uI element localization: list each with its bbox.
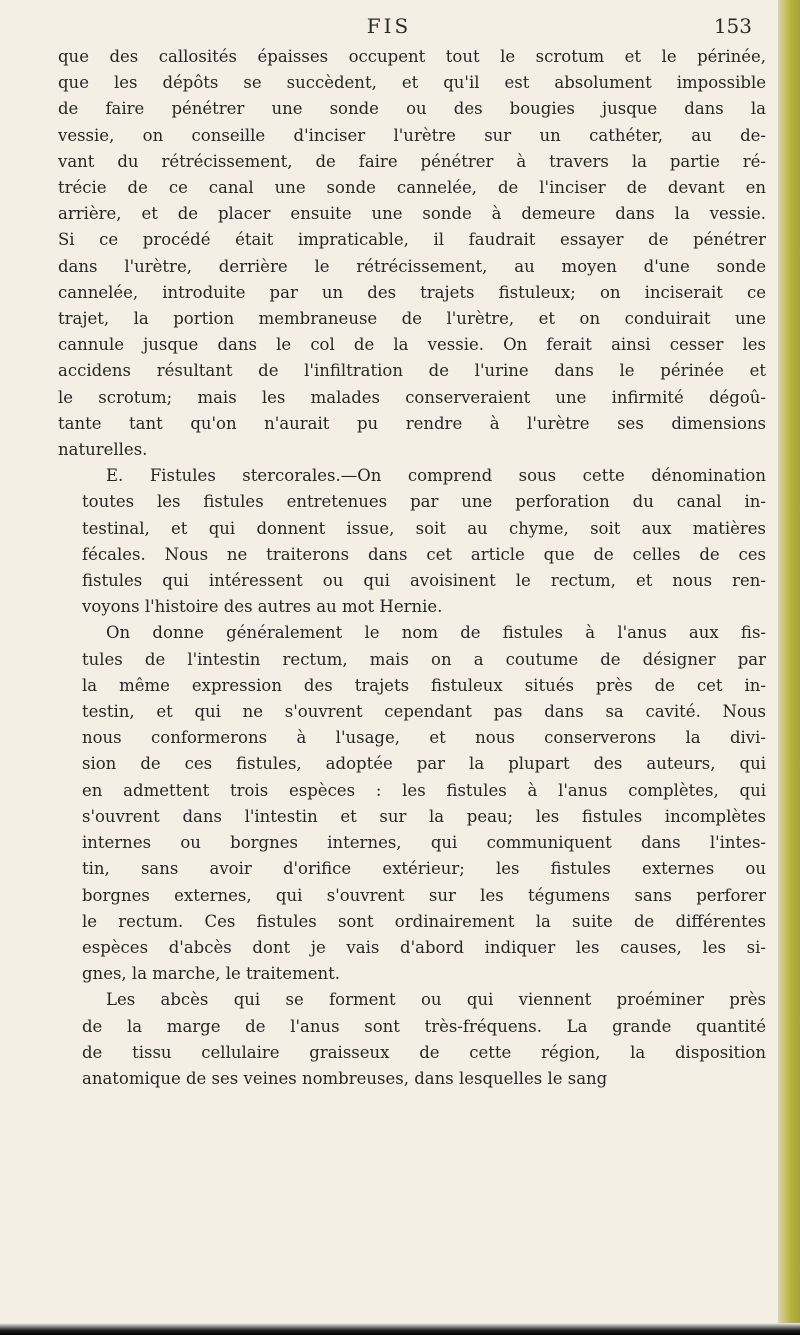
text-line: E. Fistules stercorales.—On comprend sous cette dénomination bbox=[106, 466, 766, 486]
text-line: testinal, et qui donnent issue, soit au chyme, soit aux matières bbox=[82, 518, 766, 538]
text-line: anatomique de ses veines nombreuses, dans lesquelles le sang bbox=[82, 1068, 608, 1088]
text-line: accidens résultant de l'infiltration de l'urine dans le périnée et bbox=[58, 361, 766, 381]
text-line: trajet, la portion membraneuse de l'urètre, et on conduirait une bbox=[58, 309, 766, 329]
paragraph bbox=[58, 620, 766, 987]
text-line: vant du rétrécissement, de faire pénétrer à travers la partie ré- bbox=[58, 151, 766, 171]
text-line: de la marge de l'anus sont très-fréquens. La grande quantité bbox=[82, 1016, 766, 1036]
text-line: voyons l'histoire des autres au mot Hernie. bbox=[82, 597, 443, 617]
text-line: de tissu cellulaire graisseux de cette région, la disposition bbox=[82, 1042, 766, 1062]
paragraph bbox=[58, 987, 766, 1092]
paragraph bbox=[58, 44, 766, 463]
text-line: cannelée, introduite par un des trajets fistuleux; on inciserait ce bbox=[58, 282, 766, 302]
body-text bbox=[58, 44, 766, 1092]
text-line: Si ce procédé était impraticable, il faudrait essayer de pénétrer bbox=[58, 230, 766, 250]
running-head: FIS bbox=[366, 14, 412, 38]
text-line: Les abcès qui se forment ou qui viennent proéminer près bbox=[106, 990, 766, 1010]
text-line: que les dépôts se succèdent, et qu'il est absolument impossible bbox=[58, 73, 766, 93]
text-line: fistules qui intéressent ou qui avoisinent le rectum, et nous ren- bbox=[82, 571, 766, 591]
text-line: cannule jusque dans le col de la vessie. On ferait ainsi cesser les bbox=[58, 335, 766, 355]
text-line: gnes, la marche, le traitement. bbox=[82, 964, 340, 984]
text-line: nous conformerons à l'usage, et nous conserverons la divi- bbox=[82, 728, 766, 748]
text-line: internes ou borgnes internes, qui communiquent dans l'intes- bbox=[82, 833, 766, 853]
text-line: le rectum. Ces fistules sont ordinairement la suite de différentes bbox=[82, 911, 766, 931]
page-header bbox=[0, 6, 778, 42]
text-line: testin, et qui ne s'ouvrent cependant pas dans sa cavité. Nous bbox=[82, 702, 766, 722]
text-line: s'ouvrent dans l'intestin et sur la peau; les fistules incomplètes bbox=[82, 806, 766, 826]
text-line: tante tant qu'on n'aurait pu rendre à l'urètre ses dimensions bbox=[58, 413, 766, 433]
text-line: tin, sans avoir d'orifice extérieur; les fistules externes ou bbox=[82, 859, 766, 879]
text-line: tules de l'intestin rectum, mais on a coutume de désigner par bbox=[82, 649, 766, 669]
text-line: toutes les fistules entretenues par une perforation du canal in- bbox=[82, 492, 766, 512]
text-line: trécie de ce canal une sonde cannelée, de l'inciser de devant en bbox=[58, 178, 766, 198]
text-line: la même expression des trajets fistuleux situés près de cet in- bbox=[82, 675, 766, 695]
text-line: dans l'urètre, derrière le rétrécissement, au moyen d'une sonde bbox=[58, 256, 766, 276]
text-line: naturelles. bbox=[58, 440, 148, 460]
text-line: borgnes externes, qui s'ouvrent sur les tégumens sans perforer bbox=[82, 885, 766, 905]
text-line: en admettent trois espèces : les fistules à l'anus complètes, qui bbox=[82, 780, 766, 800]
text-line: le scrotum; mais les malades conserveraient une infirmité dégoû- bbox=[58, 387, 766, 407]
text-line: On donne généralement le nom de fistules à l'anus aux fis- bbox=[106, 623, 766, 643]
page-edge-right bbox=[778, 0, 800, 1335]
page-edge-bottom bbox=[0, 1323, 800, 1335]
text-line: sion de ces fistules, adoptée par la plupart des auteurs, qui bbox=[82, 754, 766, 774]
text-line: de faire pénétrer une sonde ou des bougies jusque dans la bbox=[58, 99, 766, 119]
text-line: vessie, on conseille d'inciser l'urètre sur un cathéter, au de- bbox=[58, 125, 766, 145]
page-number: 153 bbox=[713, 14, 752, 38]
paragraph bbox=[58, 463, 766, 620]
text-line: arrière, et de placer ensuite une sonde à demeure dans la vessie. bbox=[58, 204, 766, 224]
text-line: espèces d'abcès dont je vais d'abord indiquer les causes, les si- bbox=[82, 937, 766, 957]
text-line: que des callosités épaisses occupent tout le scrotum et le périnée, bbox=[58, 47, 766, 66]
text-line: fécales. Nous ne traiterons dans cet article que de celles de ces bbox=[82, 544, 766, 564]
